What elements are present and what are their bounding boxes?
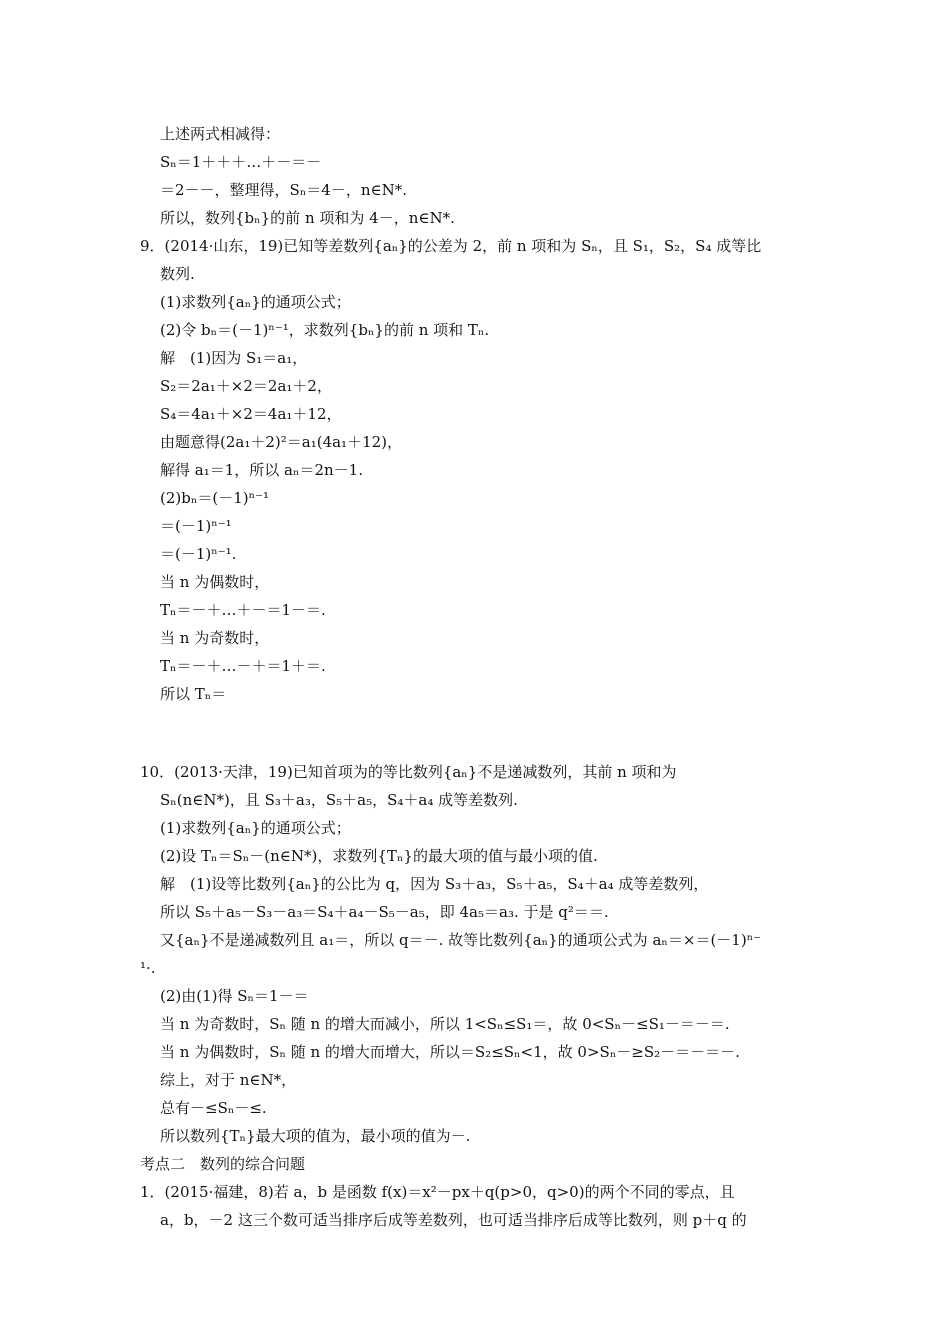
section-heading: 考点二 数列的综合问题 [140, 1155, 306, 1173]
text-line: 所以，数列{bₙ}的前 n 项和为 4－，n∈N*. [160, 209, 455, 227]
text-line: 又{aₙ}不是递减数列且 a₁＝，所以 q＝－. 故等比数列{aₙ}的通项公式为 aₙ＝×＝(－1)ⁿ⁻ [160, 931, 762, 949]
text-line: (1)求数列{aₙ}的通项公式； [160, 819, 351, 837]
text-line: 当 n 为偶数时，Sₙ 随 n 的增大而增大，所以＝S₂≤Sₙ<1，故 0>Sₙ－≥S₂－＝－＝－. [160, 1043, 740, 1061]
problem-1-stem: 1．(2015·福建，8)若 a，b 是函数 f(x)＝x²－px＋q(p>0，q>0)的两个不同的零点，且 [140, 1183, 735, 1201]
text-line: ¹·. [140, 959, 156, 977]
text-line: 总有－≤Sₙ－≤. [160, 1099, 267, 1117]
text-line: Tₙ＝－＋…－＋＝1＋＝. [160, 657, 326, 675]
text-line: 由题意得(2a₁＋2)²＝a₁(4a₁＋12)， [160, 433, 403, 451]
text-line: ＝(－1)ⁿ⁻¹. [160, 545, 237, 563]
text-line: 解 (1)设等比数列{aₙ}的公比为 q，因为 S₃＋a₃，S₅＋a₅，S₄＋a₄ 成等差数列， [160, 875, 709, 893]
text-line: (2)设 Tₙ＝Sₙ－(n∈N*)，求数列{Tₙ}的最大项的值与最小项的值. [160, 847, 598, 865]
text-line: ＝(－1)ⁿ⁻¹ [160, 517, 232, 535]
text-line: 解得 a₁＝1，所以 aₙ＝2n－1. [160, 461, 363, 479]
text-line: Tₙ＝－＋…＋－＝1－＝. [160, 601, 326, 619]
text-line: 综上，对于 n∈N*， [160, 1071, 297, 1089]
text-line: 当 n 为奇数时，Sₙ 随 n 的增大而减小，所以 1<Sₙ≤S₁＝，故 0<Sₙ－≤S₁－＝－＝. [160, 1015, 730, 1033]
problem-9-stem: 9．(2014·山东，19)已知等差数列{aₙ}的公差为 2，前 n 项和为 Sₙ，且 S₁，S₂，S₄ 成等比 [140, 237, 762, 255]
text-line: 数列. [160, 265, 195, 283]
text-line: (2)由(1)得 Sₙ＝1－＝ [160, 987, 309, 1005]
text-line: S₂＝2a₁＋×2＝2a₁＋2， [160, 377, 332, 395]
text-line: Sₙ(n∈N*)，且 S₃＋a₃，S₅＋a₅，S₄＋a₄ 成等差数列. [160, 791, 518, 809]
text-line: (2)令 bₙ＝(－1)ⁿ⁻¹，求数列{bₙ}的前 n 项和 Tₙ. [160, 321, 490, 339]
text-line: ＝2－－，整理得，Sₙ＝4－，n∈N*. [160, 181, 408, 199]
problem-10-stem: 10．(2013·天津，19)已知首项为的等比数列{aₙ}不是递减数列，其前 n 项和为 [140, 763, 677, 781]
text-line: 所以 Tₙ＝ [160, 685, 227, 703]
text-line: 所以数列{Tₙ}最大项的值为，最小项的值为－. [160, 1127, 471, 1145]
text-line: S₄＝4a₁＋×2＝4a₁＋12， [160, 405, 342, 423]
text-line: Sₙ＝1＋＋＋…＋－＝－ [160, 153, 322, 171]
text-line: 上述两式相减得： [160, 125, 281, 143]
text-line: (2)bₙ＝(－1)ⁿ⁻¹ [160, 489, 270, 507]
text-line: 所以 S₅＋a₅－S₃－a₃＝S₄＋a₄－S₅－a₅，即 4a₅＝a₃. 于是 q²＝＝. [160, 903, 609, 921]
text-line: 解 (1)因为 S₁＝a₁， [160, 349, 308, 367]
text-line: 当 n 为偶数时， [160, 573, 270, 591]
text-line: a，b，－2 这三个数可适当排序后成等差数列，也可适当排序后成等比数列，则 p＋q 的 [160, 1211, 747, 1229]
text-line: 当 n 为奇数时， [160, 629, 270, 647]
text-line: (1)求数列{aₙ}的通项公式； [160, 293, 351, 311]
